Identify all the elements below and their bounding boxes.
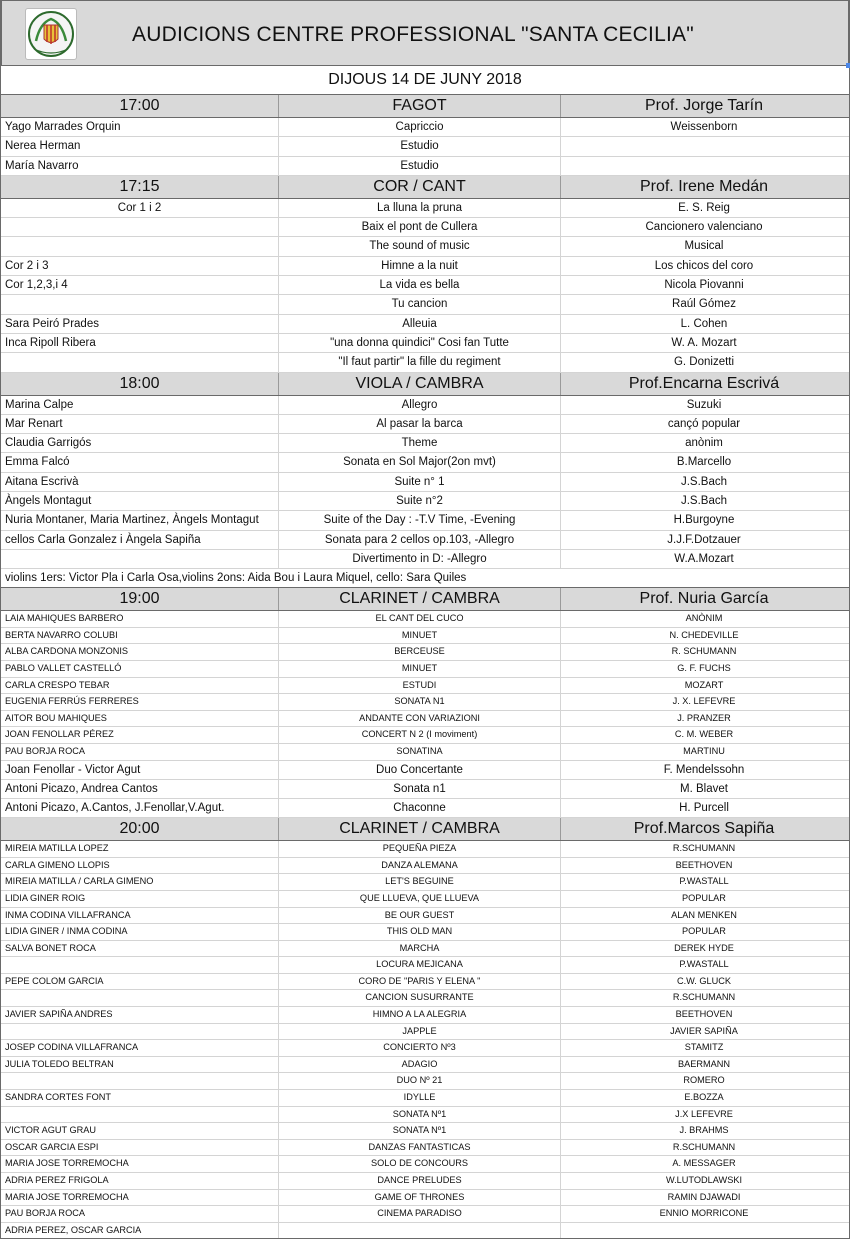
piece-cell[interactable]: GAME OF THRONES [279, 1190, 561, 1206]
piece-cell[interactable]: DANCE PRELUDES [279, 1173, 561, 1189]
performer-cell[interactable] [1, 1073, 279, 1089]
piece-cell[interactable]: Allegro [279, 396, 561, 414]
performer-cell[interactable]: Mar Renart [1, 415, 279, 433]
piece-cell[interactable]: Alleuia [279, 315, 561, 333]
performer-cell[interactable]: MIREIA MATILLA / CARLA GIMENO [1, 874, 279, 890]
piece-cell[interactable]: HIMNO A LA ALEGRIA [279, 1007, 561, 1023]
table-row [1, 694, 849, 711]
table-row [1, 1057, 849, 1074]
composer-cell[interactable]: J.S.Bach [680, 475, 728, 488]
piece-cell[interactable]: SONATA Nº1 [279, 1123, 561, 1139]
piece-cell[interactable]: ESTUDI [279, 678, 561, 694]
piece-cell[interactable]: CORO DE "PARIS Y ELENA " [279, 974, 561, 990]
performer-cell[interactable]: PABLO VALLET CASTELLÓ [1, 661, 279, 677]
performer-cell[interactable]: JOSEP CODINA VILLAFRANCA [1, 1040, 279, 1056]
piece-cell[interactable]: Al pasar la barca [279, 415, 561, 433]
performer-cell[interactable]: LIDIA GINER / INMA CODINA [1, 924, 279, 940]
composer-cell[interactable]: BEETHOVEN [675, 859, 733, 870]
table-row [1, 1007, 849, 1024]
performer-cell[interactable]: Yago Marrades Orquin [1, 118, 279, 136]
piece-cell[interactable]: Sonata para 2 cellos op.103, -Allegro [279, 531, 561, 549]
composer-cell[interactable]: L. Cohen [680, 317, 728, 330]
table-row [1, 415, 849, 434]
performer-cell[interactable]: Nuria Montaner, Maria Martinez, Àngels Montagut [1, 511, 279, 529]
table-row [1, 295, 849, 314]
table-row [1, 453, 849, 472]
piece-cell[interactable]: SOLO DE CONCOURS [279, 1156, 561, 1172]
section-instrument[interactable]: FAGOT [279, 95, 561, 117]
table-row [1, 118, 849, 137]
performer-cell[interactable] [1, 295, 279, 313]
table-row [1, 550, 849, 569]
section-time[interactable]: 17:00 [1, 95, 279, 117]
performer-cell[interactable]: Joan Fenollar - Victor Agut [1, 761, 279, 779]
section-teacher[interactable]: Prof. Irene Medán [639, 177, 769, 195]
performer-cell[interactable]: PAU BORJA ROCA [1, 744, 279, 760]
composer-cell[interactable]: H.Burgoyne [673, 514, 735, 527]
performer-cell[interactable] [1, 1024, 279, 1040]
performer-cell[interactable]: PEPE COLOM GARCIA [1, 974, 279, 990]
performer-cell[interactable]: LAIA MAHIQUES BARBERO [1, 611, 279, 627]
composer-cell[interactable]: R.SCHUMANN [672, 843, 736, 854]
composer-cell[interactable]: C.W. GLUCK [676, 975, 732, 986]
composer-cell[interactable]: P.WASTALL [679, 876, 729, 887]
composer-cell[interactable]: J.J.F.Dotzauer [667, 533, 741, 546]
table-row [1, 924, 849, 941]
piece-cell[interactable]: "Il faut partir" la fille du regiment [279, 353, 561, 371]
piece-cell[interactable]: LOCURA MEJICANA [279, 957, 561, 973]
performer-cell[interactable]: Cor 2 i 3 [1, 257, 279, 275]
composer-cell[interactable]: ROMERO [683, 1075, 725, 1086]
composer-cell[interactable]: A. MESSAGER [672, 1158, 736, 1169]
composer-cell[interactable]: J.S.Bach [680, 495, 728, 508]
piece-cell[interactable]: MARCHA [279, 941, 561, 957]
piece-cell[interactable]: Suite n° 1 [279, 473, 561, 491]
performer-cell[interactable]: ADRIA PEREZ, OSCAR GARCIA [1, 1223, 279, 1239]
performer-cell[interactable]: JULIA TOLEDO BELTRAN [1, 1057, 279, 1073]
performer-cell[interactable]: Inca Ripoll Ribera [1, 334, 279, 352]
table-row [1, 799, 849, 818]
schedule-body [1, 95, 849, 1239]
piece-cell[interactable]: CONCERT N 2 (I moviment) [279, 727, 561, 743]
composer-cell[interactable]: J.X LEFEVRE [675, 1108, 733, 1119]
table-row [1, 761, 849, 780]
table-row [1, 908, 849, 925]
piece-cell[interactable]: IDYLLE [279, 1090, 561, 1106]
composer-cell[interactable]: P.WASTALL [679, 959, 729, 970]
composer-cell[interactable]: J. X. LEFEVRE [672, 696, 736, 707]
performer-cell[interactable]: INMA CODINA VILLAFRANCA [1, 908, 279, 924]
composer-cell[interactable]: Suzuki [686, 398, 722, 411]
table-row [1, 711, 849, 728]
composer-cell[interactable] [561, 137, 847, 155]
performer-cell[interactable]: Cor 1,2,3,i 4 [1, 276, 279, 294]
school-logo [25, 8, 77, 60]
performer-cell[interactable] [1, 218, 279, 236]
composer-cell[interactable]: RAMIN DJAWADI [667, 1191, 741, 1202]
piece-cell[interactable]: MINUET [279, 628, 561, 644]
piece-cell[interactable]: Divertimento in D: -Allegro [279, 550, 561, 568]
table-row [1, 1024, 849, 1041]
piece-cell[interactable]: Tu cancion [279, 295, 561, 313]
piece-cell[interactable]: La vida es bella [279, 276, 561, 294]
composer-cell[interactable]: H. Purcell [679, 801, 729, 814]
piece-cell[interactable]: JAPPLE [279, 1024, 561, 1040]
piece-cell[interactable]: SONATINA [279, 744, 561, 760]
section-time[interactable]: 17:15 [1, 176, 279, 198]
performer-cell[interactable]: MIREIA MATILLA LOPEZ [1, 841, 279, 857]
composer-cell[interactable]: BEETHOVEN [675, 1009, 733, 1020]
table-row [1, 1073, 849, 1090]
ensemble-note[interactable]: violins 1ers: Victor Pla i Carla Osa,violins 2ons: Aida Bou i Laura Miquel, cello: Sara Quiles [1, 569, 849, 588]
performer-cell[interactable]: SALVA BONET ROCA [1, 941, 279, 957]
performer-cell[interactable]: Sara Peiró Prades [1, 315, 279, 333]
composer-cell[interactable]: W. A. Mozart [671, 336, 737, 349]
performer-cell[interactable]: VICTOR AGUT GRAU [1, 1123, 279, 1139]
table-row [1, 157, 849, 176]
composer-cell[interactable]: ALAN MENKEN [671, 909, 737, 920]
performer-cell[interactable]: Claudia Garrigós [1, 434, 279, 452]
piece-cell[interactable]: Estudio [279, 157, 561, 175]
table-row [1, 137, 849, 156]
composer-cell[interactable]: R.SCHUMANN [672, 1141, 736, 1152]
composer-cell[interactable]: POPULAR [682, 926, 726, 937]
composer-cell[interactable]: E.BOZZA [684, 1092, 724, 1103]
piece-cell[interactable]: Theme [279, 434, 561, 452]
table-row [1, 780, 849, 799]
piece-cell[interactable]: ADAGIO [279, 1057, 561, 1073]
header-cell[interactable] [1, 0, 849, 66]
table-row [1, 727, 849, 744]
table-row [1, 661, 849, 678]
table-row [1, 511, 849, 530]
piece-cell[interactable]: MINUET [279, 661, 561, 677]
performer-cell[interactable]: AITOR BOU MAHIQUES [1, 711, 279, 727]
table-row [1, 874, 849, 891]
performer-cell[interactable]: María Navarro [1, 157, 279, 175]
piece-cell[interactable]: Chaconne [279, 799, 561, 817]
section-header [1, 818, 849, 841]
table-row [1, 941, 849, 958]
section-header [1, 95, 849, 118]
composer-cell[interactable]: R. SCHUMANN [671, 646, 737, 657]
performer-cell[interactable]: BERTA NAVARRO COLUBI [1, 628, 279, 644]
piece-cell[interactable]: PEQUEÑA PIEZA [279, 841, 561, 857]
performer-cell[interactable]: CARLA CRESPO TEBAR [1, 678, 279, 694]
composer-cell[interactable]: E. S. Reig [678, 201, 730, 214]
table-row [1, 334, 849, 353]
performer-cell[interactable]: Nerea Herman [1, 137, 279, 155]
table-row [1, 473, 849, 492]
composer-cell[interactable]: MOZART [684, 679, 724, 690]
table-row [1, 891, 849, 908]
piece-cell[interactable]: SONATA Nº1 [279, 1107, 561, 1123]
table-row [1, 644, 849, 661]
composer-cell[interactable]: BAERMANN [677, 1058, 731, 1069]
composer-cell[interactable]: J. BRAHMS [679, 1125, 729, 1136]
performer-cell[interactable]: JOAN FENOLLAR PÉREZ [1, 727, 279, 743]
table-row [1, 237, 849, 256]
section-header [1, 588, 849, 611]
piece-cell[interactable]: Capriccio [279, 118, 561, 136]
composer-cell[interactable]: ANÒNIM [685, 613, 723, 624]
performer-cell[interactable]: MARIA JOSE TORREMOCHA [1, 1190, 279, 1206]
composer-cell[interactable]: J. PRANZER [677, 712, 731, 723]
performer-cell[interactable] [1, 237, 279, 255]
composer-cell[interactable]: DEREK HYDE [674, 942, 734, 953]
composer-cell[interactable]: W.A.Mozart [674, 552, 734, 565]
performer-cell[interactable]: MARIA JOSE TORREMOCHA [1, 1156, 279, 1172]
table-row [1, 353, 849, 372]
table-row [1, 1156, 849, 1173]
section-teacher[interactable]: Prof.Marcos Sapiña [633, 820, 775, 838]
composer-cell[interactable]: Weissenborn [670, 121, 738, 133]
section-teacher[interactable]: Prof. Jorge Tarín [645, 97, 763, 114]
table-row [1, 199, 849, 218]
date-heading: DIJOUS 14 DE JUNY 2018 [1, 66, 849, 95]
piece-cell[interactable]: The sound of music [279, 237, 561, 255]
performer-cell[interactable]: PAU BORJA ROCA [1, 1206, 279, 1222]
table-row [1, 218, 849, 237]
table-row [1, 858, 849, 875]
piece-cell[interactable]: SONATA N1 [279, 694, 561, 710]
section-instrument[interactable]: CLARINET / CAMBRA [279, 818, 561, 840]
piece-cell[interactable]: La lluna la pruna [279, 199, 561, 217]
performer-cell[interactable]: cellos Carla Gonzalez i Àngela Sapiña [1, 531, 279, 549]
composer-cell[interactable]: JAVIER SAPIÑA [670, 1025, 738, 1036]
selection-handle[interactable] [846, 63, 850, 68]
piece-cell[interactable]: EL CANT DEL CUCO [279, 611, 561, 627]
composer-cell[interactable]: Raúl Gómez [672, 298, 736, 311]
performer-cell[interactable]: EUGENIA FERRÚS FERRERES [1, 694, 279, 710]
table-row [1, 276, 849, 295]
performer-cell[interactable]: Aitana Escrivà [1, 473, 279, 491]
piece-cell[interactable]: DANZAS FANTASTICAS [279, 1140, 561, 1156]
table-row [1, 1173, 849, 1190]
table-row [1, 974, 849, 991]
performer-cell[interactable] [1, 353, 279, 371]
section-teacher[interactable]: Prof.Encarna Escrivá [628, 374, 780, 392]
section-header [1, 176, 849, 199]
section-header [1, 373, 849, 396]
table-row [1, 434, 849, 453]
piece-cell[interactable]: ANDANTE CON VARIAZIONI [279, 711, 561, 727]
crest-icon [26, 9, 76, 59]
composer-cell[interactable] [561, 1223, 847, 1239]
table-row [1, 1140, 849, 1157]
performer-cell[interactable] [1, 1107, 279, 1123]
performer-cell[interactable]: Antoni Picazo, Andrea Cantos [1, 780, 279, 798]
table-row [1, 1123, 849, 1140]
piece-cell[interactable]: QUE LLUEVA, QUE LLUEVA [279, 891, 561, 907]
piece-cell[interactable]: LET'S BEGUINE [279, 874, 561, 890]
performer-cell[interactable]: Antoni Picazo, A.Cantos, J.Fenollar,V.Agut. [1, 799, 279, 817]
performer-cell[interactable]: ADRIA PEREZ FRIGOLA [1, 1173, 279, 1189]
section-instrument[interactable]: VIOLA / CAMBRA [279, 373, 561, 395]
piece-cell[interactable]: Sonata en Sol Major(2on mvt) [279, 453, 561, 471]
composer-cell[interactable] [561, 157, 847, 175]
table-row [1, 396, 849, 415]
performer-cell[interactable]: Cor 1 i 2 [1, 199, 279, 217]
table-row [1, 744, 849, 761]
table-row [1, 531, 849, 550]
table-row [1, 1206, 849, 1223]
composer-cell[interactable]: POPULAR [682, 892, 726, 903]
page-title: AUDICIONS CENTRE PROFESSIONAL "SANTA CECILIA" [132, 23, 694, 46]
table-row [1, 257, 849, 276]
piece-cell[interactable]: "una donna quindici" Cosi fan Tutte [279, 334, 561, 352]
performer-cell[interactable]: JAVIER SAPIÑA ANDRES [1, 1007, 279, 1023]
composer-cell[interactable]: N. CHEDEVILLE [669, 629, 739, 640]
performer-cell[interactable]: OSCAR GARCIA ESPI [1, 1140, 279, 1156]
performer-cell[interactable]: Emma Falcó [1, 453, 279, 471]
composer-cell[interactable]: G. Donizetti [673, 356, 735, 369]
table-row [1, 1190, 849, 1207]
table-row [1, 492, 849, 511]
piece-cell[interactable]: CANCION SUSURRANTE [279, 990, 561, 1006]
piece-cell[interactable]: Baix el pont de Cullera [279, 218, 561, 236]
composer-cell[interactable]: ENNIO MORRICONE [659, 1208, 749, 1219]
composer-cell[interactable]: STAMITZ [684, 1042, 724, 1053]
composer-cell[interactable]: Cancionero valenciano [645, 221, 763, 234]
section-time[interactable]: 20:00 [1, 818, 279, 840]
performer-cell[interactable] [1, 957, 279, 973]
piece-cell[interactable]: Suite of the Day : -T.V Time, -Evening [279, 511, 561, 529]
table-row [1, 628, 849, 645]
composer-cell[interactable]: R.SCHUMANN [672, 992, 736, 1003]
piece-cell[interactable]: Sonata n1 [279, 780, 561, 798]
composer-cell[interactable]: M. Blavet [680, 782, 728, 795]
piece-cell[interactable]: BE OUR GUEST [279, 908, 561, 924]
table-row [1, 1090, 849, 1107]
piece-cell[interactable]: DANZA ALEMANA [279, 858, 561, 874]
piece-cell[interactable]: BERCEUSE [279, 644, 561, 660]
piece-cell[interactable]: Himne a la nuit [279, 257, 561, 275]
table-row [1, 315, 849, 334]
piece-cell[interactable]: CONCIERTO Nº3 [279, 1040, 561, 1056]
piece-cell[interactable]: DUO Nº 21 [279, 1073, 561, 1089]
composer-cell[interactable]: B.Marcello [676, 456, 732, 469]
composer-cell[interactable]: Nicola Piovanni [664, 279, 744, 292]
piece-cell[interactable]: Estudio [279, 137, 561, 155]
section-instrument[interactable]: CLARINET / CAMBRA [279, 588, 561, 610]
composer-cell[interactable]: Los chicos del coro [654, 259, 754, 272]
composer-cell[interactable]: W.LUTODLAWSKI [665, 1175, 743, 1186]
performer-cell[interactable]: SANDRA CORTES FONT [1, 1090, 279, 1106]
performer-cell[interactable]: Marina Calpe [1, 396, 279, 414]
piece-cell[interactable] [279, 1223, 561, 1239]
performer-cell[interactable]: LIDIA GINER ROIG [1, 891, 279, 907]
performer-cell[interactable]: ALBA CARDONA MONZONIS [1, 644, 279, 660]
composer-cell[interactable]: G. F. FUCHS [677, 663, 731, 674]
composer-cell[interactable]: anònim [685, 437, 723, 450]
section-instrument[interactable]: COR / CANT [279, 176, 561, 198]
section-time[interactable]: 18:00 [1, 373, 279, 395]
performer-cell[interactable]: CARLA GIMENO LLOPIS [1, 858, 279, 874]
composer-cell[interactable]: cançó popular [667, 417, 741, 430]
table-row [1, 1223, 849, 1239]
performer-cell[interactable]: Àngels Montagut [1, 492, 279, 510]
table-row [1, 841, 849, 858]
table-row [1, 678, 849, 695]
section-teacher[interactable]: Prof. Nuria García [639, 590, 769, 608]
piece-cell[interactable]: CINEMA PARADISO [279, 1206, 561, 1222]
piece-cell[interactable]: THIS OLD MAN [279, 924, 561, 940]
table-row [1, 1040, 849, 1057]
composer-cell[interactable]: C. M. WEBER [674, 729, 734, 740]
table-row [1, 611, 849, 628]
piece-cell[interactable]: Duo Concertante [279, 761, 561, 779]
piece-cell[interactable]: Suite n°2 [279, 492, 561, 510]
table-row [1, 1107, 849, 1124]
table-row [1, 957, 849, 974]
section-time[interactable]: 19:00 [1, 588, 279, 610]
composer-cell[interactable]: F. Mendelssohn [663, 763, 745, 776]
table-row [1, 990, 849, 1007]
composer-cell[interactable]: Musical [684, 240, 724, 253]
performer-cell[interactable] [1, 990, 279, 1006]
composer-cell[interactable]: MARTINU [683, 745, 725, 756]
performer-cell[interactable] [1, 550, 279, 568]
